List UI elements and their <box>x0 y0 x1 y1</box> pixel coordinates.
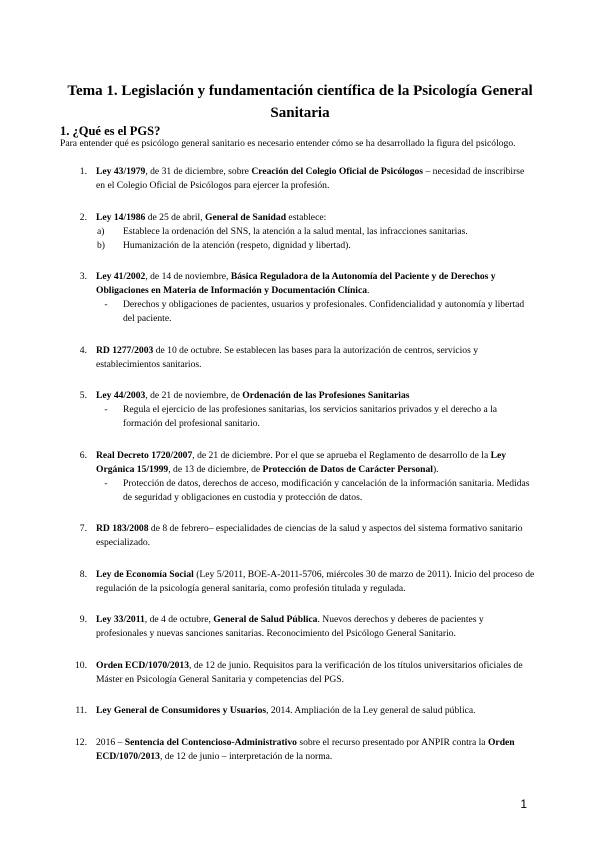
list-item-text <box>96 271 496 296</box>
sub-list-marker: - <box>104 477 108 489</box>
list-item <box>60 659 535 687</box>
sub-list-text: Derechos y obligaciones de pacientes, usuarios y profesionales. Confidencialidad y autonomía y libertad del paciente. <box>123 299 525 324</box>
list-item-text <box>96 705 476 716</box>
law-reference: Ley 14/1986 <box>96 211 146 223</box>
list-item-text <box>96 450 506 475</box>
list-item <box>60 211 535 253</box>
list-item-number: 11. <box>75 705 87 716</box>
list-item <box>60 568 535 596</box>
sub-list-text: Protección de datos, derechos de acceso, modificación y cancelación de la información sanitaria. Medidas de seguridad y obligaciones en custodia y protección de datos. <box>123 477 530 503</box>
law-reference: RD 1277/2003 <box>96 344 154 356</box>
list-item <box>60 389 535 431</box>
list-item <box>60 613 535 641</box>
law-reference: Básica Reguladora de la Autonomía del Paciente y de Derechos y Obligaciones en Materia de Información y Documentación Clínica <box>96 271 496 296</box>
sub-list-item <box>96 403 535 431</box>
list-item-number: 1. <box>79 166 87 177</box>
text-segment: establece: <box>286 211 327 223</box>
list-item-text <box>96 737 515 762</box>
law-reference: Orden ECD/1070/2013 <box>96 659 190 671</box>
law-reference: Real Decreto 1720/2007 <box>96 449 193 461</box>
sub-list-item <box>96 239 535 253</box>
list-item-text <box>96 523 523 548</box>
text-segment: . <box>367 285 370 296</box>
text-segment: (Ley 5/2011, BOE-A-2011-5706, miércoles 30 de marzo de 2011). Inicio del proceso de regulación de la psicología general sanitaria, como profesión titulada y regulada. <box>96 568 535 594</box>
law-reference: Ley de Economía Social <box>96 568 194 580</box>
law-reference: Ley 44/2003 <box>96 390 146 401</box>
text-segment: , de 31 de diciembre, sobre <box>145 166 252 177</box>
law-reference: Ley 41/2002 <box>96 271 146 282</box>
list-item-text <box>96 212 326 223</box>
list-item-text <box>96 660 523 685</box>
text-segment: , de 21 de noviembre, de <box>145 390 243 401</box>
law-reference: RD 183/2008 <box>96 523 149 534</box>
list-item-text <box>96 390 409 401</box>
sub-list-text: Regula el ejercicio de las profesiones sanitarias, los servicios sanitarios privados y el derecho a la formación del profesional sanitario. <box>123 404 498 429</box>
sub-list-text: Establece la ordenación del SNS, la atención a la salud mental, las infracciones sanitarias. <box>123 225 468 237</box>
list-item <box>60 522 535 550</box>
text-segment: 2016 – <box>96 736 125 748</box>
intro-paragraph: Para entender qué es psicólogo general sanitario es necesario entender cómo se ha desarrollado la figura del psicólogo. <box>60 138 516 149</box>
sub-list-item <box>96 298 535 326</box>
list-item-number: 10. <box>75 659 87 671</box>
law-reference: Sentencia del Contencioso-Administrativo <box>124 736 297 748</box>
list-item-number: 7. <box>79 523 87 534</box>
text-segment: , 2014. Ampliación de la Ley general de salud pública. <box>266 705 476 716</box>
list-item-number: 12. <box>75 736 87 748</box>
text-segment: de 8 de febrero– especialidades de ciencias de la salud y aspectos del sistema formativo sanitario especializado. <box>96 523 523 548</box>
list-item-number: 4. <box>79 344 87 356</box>
sub-list <box>96 298 535 326</box>
list-item <box>60 704 535 718</box>
list-item-number: 5. <box>79 390 87 401</box>
legislation-list <box>60 165 535 781</box>
text-segment: , de 14 de noviembre, <box>145 271 231 282</box>
law-reference: Ley Orgánica 15/1999 <box>96 449 507 475</box>
sub-list-item <box>96 225 535 239</box>
text-segment: ). <box>432 463 439 475</box>
sub-list <box>96 477 535 505</box>
sub-list-marker: a) <box>97 225 105 237</box>
law-reference: Creación del Colegio Oficial de Psicólogos <box>251 166 424 177</box>
list-item-number: 9. <box>79 614 87 625</box>
text-segment: de 25 de abril, <box>145 211 205 223</box>
list-item <box>60 736 535 764</box>
law-reference: Ley 43/1979 <box>96 166 146 177</box>
list-item-number: 6. <box>79 449 87 461</box>
text-segment: . Nuevos derechos y deberes de pacientes y profesionales y nuevas sanciones sanitarias. Reconocimiento del Psicólogo General Sanitario. <box>96 614 484 639</box>
text-segment: , de 13 de diciembre, de <box>168 463 263 475</box>
text-segment: sobre el recurso presentado por ANPIR contra la <box>296 736 488 748</box>
sub-list-marker: b) <box>97 239 105 251</box>
section-heading: 1. ¿Qué es el PGS? <box>60 124 161 138</box>
list-item-text <box>96 614 484 639</box>
text-segment: , de 12 de junio – interpretación de la norma. <box>159 750 333 762</box>
list-item <box>60 270 535 326</box>
list-item-text <box>96 569 534 594</box>
law-reference: Protección de Datos de Carácter Personal <box>262 463 433 475</box>
sub-list-text: Humanización de la atención (respeto, dignidad y libertad). <box>123 239 351 251</box>
text-segment: – necesidad de inscribirse en el Colegio Oficial de Psicólogos para ejercer la profesión. <box>96 166 525 191</box>
list-item-text <box>96 345 478 370</box>
list-item <box>60 165 535 193</box>
law-reference: Orden ECD/1070/2013 <box>96 736 515 762</box>
law-reference: Ley General de Consumidores y Usuarios <box>96 705 267 716</box>
page-title: Tema 1. Legislación y fundamentación científica de la Psicología General Sanitaria <box>67 83 533 121</box>
sub-list-item <box>96 477 535 505</box>
text-segment: , de 21 de diciembre. Por el que se aprueba el Reglamento de desarrollo de la <box>192 449 491 461</box>
law-reference: Ordenación de las Profesiones Sanitarias <box>242 390 410 401</box>
list-item-number: 3. <box>79 271 87 282</box>
law-reference: General de Sanidad <box>205 211 287 223</box>
law-reference: General de Salud Pública <box>213 614 318 625</box>
sub-list-marker: - <box>104 299 108 310</box>
page-number: 1 <box>520 797 527 811</box>
list-item-text <box>96 166 524 191</box>
text-segment: , de 12 de junio. Requisitos para la verificación de los títulos universitarios oficiales de Máster en Psicología General Sanitaria y competencias del PGS. <box>96 659 523 685</box>
sub-list <box>96 225 535 253</box>
list-item-number: 2. <box>79 211 87 223</box>
list-item-number: 8. <box>79 568 87 580</box>
text-segment: de 10 de octubre. Se establecen las bases para la autorización de centros, servicios y establecimientos sanitarios. <box>96 344 479 370</box>
law-reference: Ley 33/2011 <box>96 614 145 625</box>
sub-list-marker: - <box>104 404 108 415</box>
sub-list <box>96 403 535 431</box>
list-item <box>60 344 535 372</box>
text-segment: , de 4 de octubre, <box>144 614 214 625</box>
list-item <box>60 449 535 505</box>
